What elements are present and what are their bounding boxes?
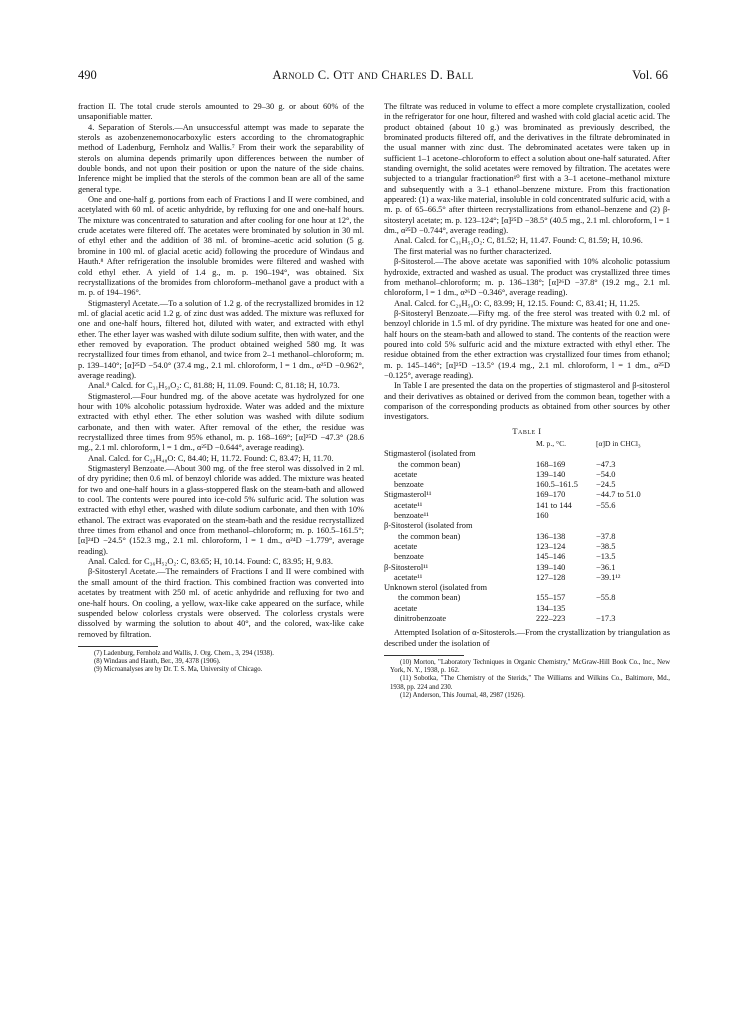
paragraph: Anal. Calcd. for C₃₁H₅₂O₂: C, 81.52; H, 11.47. Found: C, 81.59; H, 10.96.: [394, 236, 643, 246]
table-cell-mp: [536, 449, 596, 459]
paragraph: β-Sitosterol.—The above acetate was saponified with 10% alcoholic potassium hydroxide, extracted and washed as usual. The product was crystallized three times from methanol–chloroform; m. p. 136–138°; [α]²⁶D −37.8° (19.2 mg., 2.1 ml. chloroform, l = 1 dm., α²⁶D −0.346°, average reading).: [384, 257, 670, 298]
table-row: [384, 449, 670, 459]
table-cell-mp: 127–128: [536, 572, 566, 582]
table-row: [384, 470, 670, 480]
table-row: [384, 583, 670, 593]
table-cell-mp: 169–170: [536, 490, 566, 500]
table-cell-mp: 160.5–161.5: [536, 480, 578, 490]
table-row: [384, 490, 670, 500]
table-cell-rot: [596, 521, 670, 531]
table-cell-mp: 139–140: [536, 562, 566, 572]
table-cell-rot: [596, 511, 670, 521]
column-header: M. p., °C.: [536, 439, 567, 448]
table-row: [384, 593, 670, 603]
table-body: [384, 449, 670, 624]
paragraph: Anal. Calcd. for C₃₆H₅₂O₂: C, 83.65; H, 10.14. Found: C, 83.95; H, 9.83.: [88, 557, 333, 567]
table-cell-name: benzoate: [394, 480, 424, 490]
running-header: [78, 68, 668, 86]
paragraph: β-Sitosteryl Benzoate.—Fifty mg. of the free sterol was treated with 0.2 ml. of benzoyl chloride in 1.5 ml. of dry pyridine. The mixture was heated for one and one-half hours on the steam-bath and allowed to stand. The contents of the reaction were poured into cold 5% sulfuric acid and the mixture extracted with ethyl ether. The residue obtained from the ether extraction was crystallized four times from ethanol; m. p. 145–146°; [α]²⁵D −13.5° (19.4 mg., 2.1 ml. chloroform, l = 1 dm., α²⁵D −0.125°, average reading).: [384, 308, 670, 380]
data-table: [384, 439, 670, 624]
volume-label: Vol. 66: [632, 68, 668, 82]
table-cell-mp: 123–124: [536, 541, 566, 551]
footnote: (8) Windaus and Hauth, Ber., 39, 4378 (1906).: [94, 658, 221, 666]
table-cell-name: the common bean): [398, 531, 461, 541]
table-row: [384, 460, 670, 470]
table-cell-name: Stigmasterol (isolated from: [384, 449, 476, 459]
paragraph: The filtrate was reduced in volume to effect a more complete crystallization, cooled in the refrigerator for one hour, filtered and washed with cold glacial acetic acid. The product obtained (about 10 g.) was brominated as previously described, the brominated products filtered off, and the derivatives in the filtrate debrominated in the usual manner with zinc dust. The debrominated acetates were taken up in sufficient 1–1 acetone–chloroform to effect a solution about one-half saturated. After standing overnight, the solid acetates were removed by filtration. The acetates were subjected to a triangular fractionation¹⁰ first with a 3–1 acetone–methanol mixture and subsequently with a 3–1 ethanol–benzene mixture. From this fractionation appeared: (1) a wax-like material, insoluble in cold concentrated sulfuric acid, with a m. p. of 65–66.5° after thirteen recrystallizations from ethanol–benzene and (2) β-sitosteryl acetate; m. p. 123–124°; [α]²⁵D −38.5° (40.5 mg., 2.1 ml. chloroform, l = 1 dm., α²⁵D −0.744°, average reading).: [384, 102, 670, 236]
table-cell-mp: [536, 583, 596, 593]
paragraph: Stigmasteryl Acetate.—To a solution of 1.2 g. of the recrystallized bromides in 12 ml. of glacial acetic acid 1.2 g. of zinc dust was added. The mixture was refluxed for one and one-half hours, filtered hot, diluted with water, and extracted with ethyl ether. The ether layer was washed with dilute sodium sulfite, then with water, and the ether removed by evaporation. The product obtained weighed 580 mg. It was recrystallized four times from ethanol, and twice from 2–1 methanol–chloroform; m. p. 139–140°; [α]²⁵D −54.0° (37.4 mg., 2.1 ml. chloroform, l = 1 dm., α²⁵D −0.962°, average reading).: [78, 298, 364, 380]
table-cell-name: Unknown sterol (isolated from: [384, 583, 488, 593]
table-cell-rot: −55.8: [596, 593, 616, 603]
footnote: (11) Sobotka, "The Chemistry of the Sterids," The Williams and Wilkins Co., Baltimore, Md., 1938, pp. 224 and 230.: [390, 675, 670, 691]
table-row: [384, 604, 670, 614]
table-cell-name: β-Sitosterol¹¹: [384, 562, 429, 572]
column-header: [α]D in CHCl₃: [596, 439, 641, 448]
table-cell-rot: −37.8: [596, 531, 616, 541]
paragraph: Anal.⁹ Calcd. for C₃₁H₅₀O₂: C, 81.88; H, 11.09. Found: C, 81.18; H, 10.73.: [88, 381, 340, 391]
paragraph: One and one-half g. portions from each of Fractions I and II were combined, and acetylated with 60 ml. of acetic anhydride, by refluxing for one and one-half hours. The mixture was concentrated to saturation and after cooling for one hour at 12°, the crude acetates were filtered off. The acetates were brominated by solution in 30 ml. of ethyl ether and the addition of 38 ml. of bromine–acetic acid solution (5 g. bromine in 100 ml. of glacial acetic acid) following the procedure of Windaus and Hauth.⁸ After refrigeration the insoluble bromides were filtered and washed with cold ethyl ether. A yield of 1.4 g., m. p. 190–194°, was obtained. Six recrystallizations of the bromides from chloroform–methanol gave a product with a m. p. of 194–196°.: [78, 195, 364, 298]
paragraph: fraction II. The total crude sterols amounted to 29–30 g. or about 60% of the unsaponifiable matter.: [78, 102, 364, 122]
table-cell-name: the common bean): [398, 593, 461, 603]
paragraph: Attempted Isolation of α-Sitosterols.—From the crystallization by triangulation as described under the isolation of: [384, 628, 670, 648]
table-cell-mp: 168–169: [536, 459, 566, 469]
table-cell-rot: −24.5: [596, 480, 616, 490]
table-header-row: [384, 439, 670, 449]
footnote: (12) Anderson, This Journal, 48, 2987 (1926).: [400, 691, 525, 699]
table-cell-rot: [596, 583, 670, 593]
table-cell-name: acetate: [394, 603, 418, 613]
table-cell-rot: −55.6: [596, 500, 616, 510]
table-cell-rot: [596, 449, 670, 459]
table-row: [384, 573, 670, 583]
table-cell-mp: 145–146: [536, 552, 566, 562]
table-cell-name: acetate: [394, 541, 418, 551]
footnote: (7) Ladenburg, Fernholz and Wallis, J. Org. Chem., 3, 294 (1938).: [94, 649, 274, 657]
table-cell-rot: −44.7 to 51.0: [596, 490, 641, 500]
table-row: [384, 542, 670, 552]
table-cell-mp: [536, 521, 596, 531]
table-cell-name: Stigmasterol¹¹: [384, 490, 432, 500]
paragraph: Anal. Calcd. for C₂₉H₄₈O: C, 84.40; H, 11.72. Found: C, 83.47; H, 11.70.: [88, 453, 334, 463]
table-title: Table I: [512, 426, 542, 436]
footnote: (9) Microanalyses are by Dr. T. S. Ma, University of Chicago.: [94, 666, 263, 674]
footnote: (10) Morton, "Laboratory Techniques in Organic Chemistry," McGraw-Hill Book Co., Inc., New York, N. Y., 1938, p. 162.: [390, 659, 670, 675]
left-column: [78, 102, 364, 674]
table-row: [384, 563, 670, 573]
table-cell-rot: −13.5: [596, 552, 616, 562]
table-cell-name: acetate¹¹: [394, 500, 423, 510]
table-row: [384, 480, 670, 490]
paragraph: β-Sitosteryl Acetate.—The remainders of Fractions I and II were combined with the small amount of the third fraction. This combined fraction was converted into acetates by treatment with 250 ml. of acetic anhydride and refluxing for two and one-half hours. On cooling, a yellow, wax-like cake appeared on the surface, while suspended below colorless crystals were observed. The colorless crystals were dissolved by warming the solution to about 40°, and the colored, wax-like cake removed by filtration.: [78, 567, 364, 639]
table-cell-rot: −36.1: [596, 562, 616, 572]
table-cell-rot: −47.3: [596, 459, 616, 469]
table-cell-mp: 222–223: [536, 614, 566, 624]
column-header: [384, 439, 536, 449]
table-row: [384, 614, 670, 624]
table-cell-mp: 141 to 144: [536, 500, 572, 510]
table-cell-rot: −17.3: [596, 614, 616, 624]
table-cell-rot: −54.0: [596, 469, 616, 479]
paragraph: 4. Separation of Sterols.—An unsuccessful attempt was made to separate the sterols as azobenzenemonocarboxylic esters according to the chromatographic method of Ladenburg, Fernholz and Wallis.⁷ From their work the separability of sterols on alumina depends primarily upon differences between the number of double bonds, and not upon their position or upon the nature of the side chains. Inference might be implied that the sterols of the common bean are all of the same general type.: [78, 122, 364, 194]
paragraph: Stigmasterol.—Four hundred mg. of the above acetate was hydrolyzed for one hour with 10% alcoholic potassium hydroxide. Water was added and the mixture extracted with ethyl ether. The ether solution was washed with dilute sodium carbonate, and then with water. After removal of the ether, the residue was recrystallized three times from 95% ethanol, m. p. 168–169°; [α]²⁵D −47.3° (28.6 mg., 2.1 ml. chloroform, l = 1 dm., α²⁵D −0.644°, average reading).: [78, 391, 364, 453]
right-column: [384, 102, 670, 700]
table-cell-mp: 134–135: [536, 603, 566, 613]
paragraph: Stigmasteryl Benzoate.—About 300 mg. of the free sterol was dissolved in 2 ml. of dry pyridine; then 0.6 ml. of benzoyl chloride was added. The mixture was heated for two and one-half hours in a glass-stoppered flask on the steam-bath and allowed to cool. The contents were poured into ice-cold 5% sulfuric acid. The solution was extracted with ethyl ether, washed with dilute sodium carbonate, and then with 10% ethanol. The extract was evaporated on the steam-bath and the residue recrystallized three times from ethanol and once from methanol–chloroform; m. p. 160.5–161.5°; [α]²⁴D −24.5° (152.3 mg., 2.1 ml. chloroform, l = 1 dm., α²⁴D −1.779°, average reading).: [78, 464, 364, 556]
page-number: 490: [78, 68, 97, 82]
table-cell-mp: 139–140: [536, 469, 566, 479]
table-cell-name: benzoate¹¹: [394, 511, 429, 521]
table-cell-name: acetate¹¹: [394, 572, 423, 582]
table-cell-name: acetate: [394, 469, 418, 479]
table-row: [384, 552, 670, 562]
table-cell-mp: 160: [536, 511, 549, 521]
paragraph: The first material was no further characterized.: [394, 246, 552, 256]
paragraph: In Table I are presented the data on the properties of stigmasterol and β-sitosterol and their derivatives as obtained or derived from the common bean, together with a comparison of the corresponding products as obtained from other sources by other investigators.: [384, 381, 670, 422]
table-cell-name: β-Sitosterol (isolated from: [384, 521, 473, 531]
table-cell-rot: [596, 604, 670, 614]
running-authors: Arnold C. Ott and Charles D. Ball: [272, 68, 474, 82]
table-cell-mp: 155–157: [536, 593, 566, 603]
table-cell-mp: 136–138: [536, 531, 566, 541]
table-row: [384, 511, 670, 521]
table-cell-name: dinitrobenzoate: [394, 614, 447, 624]
table-cell-rot: −39.1¹²: [596, 572, 621, 582]
table-cell-rot: −38.5: [596, 541, 616, 551]
table-cell-name: the common bean): [398, 459, 461, 469]
footnote-rule: [384, 655, 464, 656]
paragraph: Anal. Calcd. for C₂₉H₅₀O: C, 83.99; H, 12.15. Found: C, 83.41; H, 11.25.: [394, 298, 640, 308]
table-row: [384, 532, 670, 542]
table-cell-name: benzoate: [394, 552, 424, 562]
table-row: [384, 501, 670, 511]
footnote-rule: [78, 646, 158, 647]
table-row: [384, 521, 670, 531]
